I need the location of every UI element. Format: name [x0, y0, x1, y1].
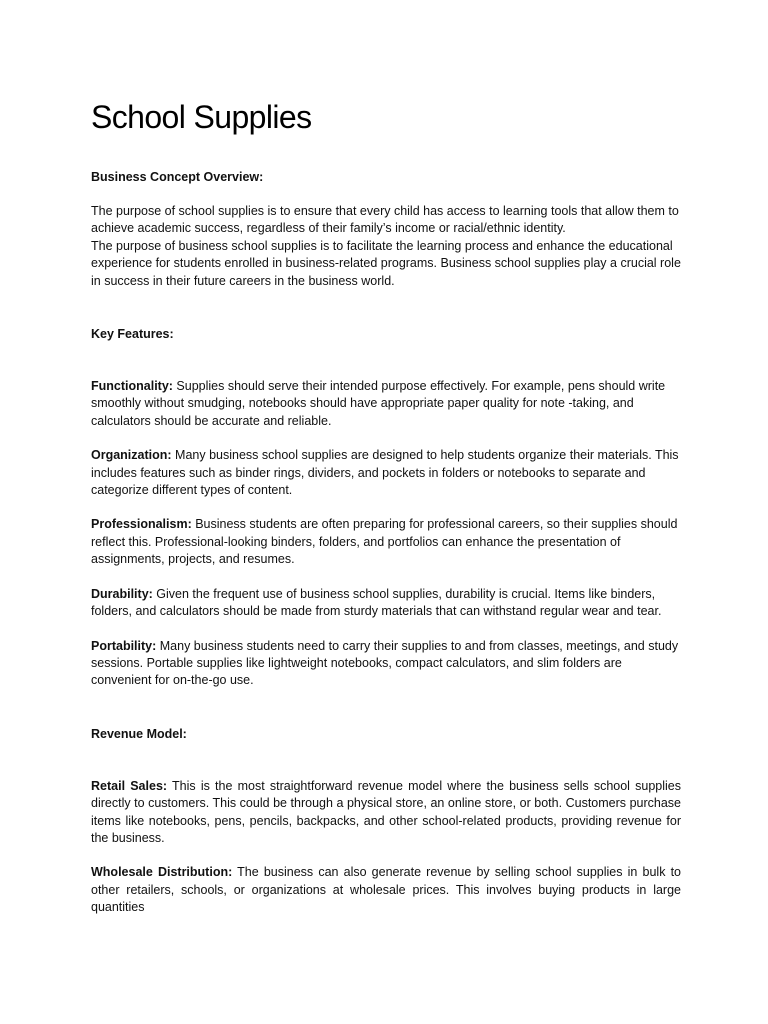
feature-text: Many business school supplies are designed to help students organize their materials. This includes features such as binder rings, dividers, and pockets in folders or notebooks to separate and categorize different types of content. [91, 448, 679, 498]
revenue-retail-sales [91, 778, 681, 848]
feature-functionality [91, 378, 681, 430]
overview-paragraph-1: The purpose of school supplies is to ensure that every child has access to learning tools that allow them to achieve academic success, regardless of their family’s income or racial/ethnic identity. [91, 204, 679, 236]
feature-organization [91, 447, 681, 499]
document-body [91, 98, 681, 917]
feature-label: Portability: [91, 638, 157, 653]
feature-text: Business students are often preparing for professional careers, so their supplies should reflect this. Professional-looking binders, folders, and portfolios can enhance the presentation of assignments, projects, and resumes. [91, 517, 678, 567]
feature-professionalism [91, 516, 681, 568]
feature-text: Given the frequent use of business school supplies, durability is crucial. Items like binders, folders, and calculators should be made from sturdy materials that can withstand regular wear and tear. [91, 586, 662, 619]
feature-label: Functionality: [91, 379, 173, 394]
revenue-wholesale-distribution [91, 864, 681, 916]
document-title: School Supplies [91, 99, 312, 135]
overview-heading: Business Concept Overview: [91, 170, 264, 184]
revenue-model-heading: Revenue Model: [91, 726, 187, 741]
feature-text: Supplies should serve their intended purpose effectively. For example, pens should write smoothly without smudging, notebooks should have appropriate paper quality for note -taking, and calculators should be accurate and reliable. [91, 379, 666, 428]
feature-label: Organization: [91, 448, 172, 463]
feature-text: Many business students need to carry their supplies to and from classes, meetings, and study sessions. Portable supplies like lightweight notebooks, compact calculators, and slim folders are convenient for on-the-go use. [91, 638, 679, 688]
revenue-label: Retail Sales: [91, 778, 168, 793]
overview-paragraph-2: The purpose of business school supplies is to facilitate the learning process and enhance the educational experience for students enrolled in business-related programs. Business school supplies play a crucial role in success in their future careers in the business world. [91, 238, 681, 288]
feature-durability [91, 586, 681, 621]
revenue-text: This is the most straightforward revenue model where the business sells school supplies directly to customers. This could be through a physical store, an online store, or both. Customers purchase items like notebooks, pens, pencils, backpacks, and other school-related products, providing revenue for the business. [91, 778, 681, 845]
feature-label: Durability: [91, 586, 153, 601]
revenue-label: Wholesale Distribution: [91, 865, 233, 880]
revenue-text: The business can also generate revenue by selling school supplies in bulk to other retailers, schools, or organizations at wholesale prices. This involves buying products in large quantities [91, 865, 682, 915]
feature-portability [91, 638, 681, 690]
feature-label: Professionalism: [91, 517, 192, 532]
key-features-heading: Key Features: [91, 327, 174, 342]
